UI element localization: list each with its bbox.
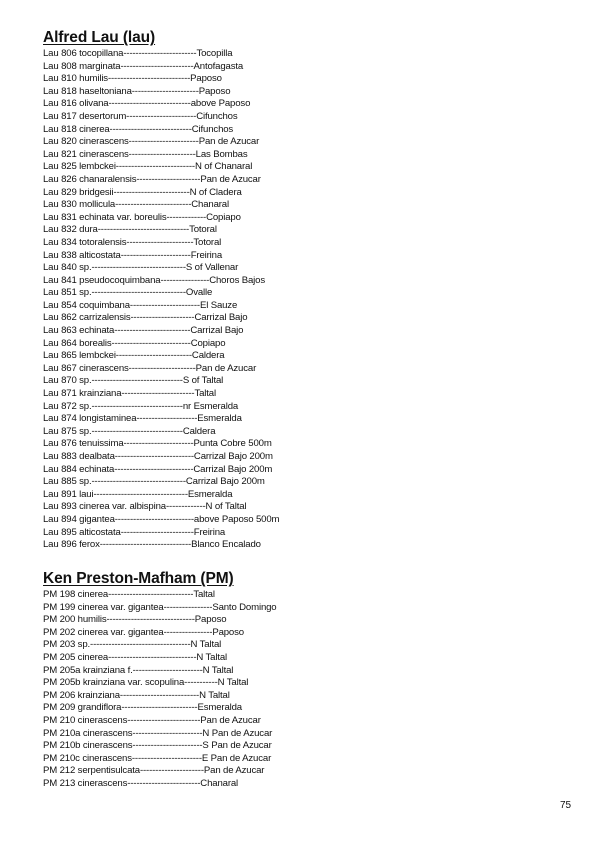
list-item: Lau 816 olivana---------------------------above Paposo xyxy=(43,98,251,110)
page-number: 75 xyxy=(560,800,572,811)
list-item: Lau 871 krainziana------------------------Taltal xyxy=(43,388,216,400)
list-item: Lau 894 gigantea--------------------------above Paposo 500m xyxy=(43,513,280,525)
list-item: PM 206 krainziana--------------------------N Taltal xyxy=(43,689,230,701)
list-item: Lau 821 cinerascens----------------------Las Bombas xyxy=(43,148,248,160)
list-item: Lau 838 alticostata-----------------------Freirina xyxy=(43,249,223,261)
list-item: Lau 895 alticostata------------------------Freirina xyxy=(43,526,226,538)
list-item: PM 203 sp.---------------------------------N Taltal xyxy=(43,639,222,651)
list-item: PM 199 cinerea var. gigantea----------------Santo Domingo xyxy=(43,601,277,613)
list-item: PM 202 cinerea var. gigantea----------------Paposo xyxy=(43,626,244,638)
list-item: Lau 876 tenuissima-----------------------Punta Cobre 500m xyxy=(43,438,272,450)
section-ken-preston-mafham xyxy=(43,571,277,791)
list-item: Lau 891 laui-------------------------------Esmeralda xyxy=(43,488,233,500)
list-item: Lau 885 sp.-------------------------------Carrizal Bajo 200m xyxy=(43,476,265,488)
list-item: PM 210c cinerascens-----------------------E Pan de Azucar xyxy=(43,752,272,764)
list-item: PM 210a cinerascens-----------------------N Pan de Azucar xyxy=(43,727,273,739)
list-item: Lau 893 cinerea var. albispina-------------N of Taltal xyxy=(43,501,247,513)
section-heading: Alfred Lau (lau) xyxy=(43,29,156,46)
list-item: PM 205b krainziana var. scopulina-----------N Taltal xyxy=(43,677,249,689)
list-item: Lau 896 ferox------------------------------Blanco Encalado xyxy=(43,539,261,551)
list-item: Lau 818 cinerea---------------------------Cifunchos xyxy=(43,123,234,135)
list-item: Lau 851 sp.-------------------------------Ovalle xyxy=(43,287,213,299)
list-item: Lau 875 sp.------------------------------Caldera xyxy=(43,425,216,437)
list-item: PM 205 cinerea-----------------------------N Taltal xyxy=(43,651,228,663)
list-item: Lau 818 haseltoniana----------------------Paposo xyxy=(43,85,231,97)
list-item: Lau 826 chanaralensis---------------------Pan de Azucar xyxy=(43,173,261,185)
list-item: Lau 832 dura------------------------------Totoral xyxy=(43,224,217,236)
list-item: PM 200 humilis-----------------------------Paposo xyxy=(43,614,227,626)
list-item: PM 209 grandiflora-------------------------Esmeralda xyxy=(43,702,242,714)
list-item: Lau 810 humilis---------------------------Paposo xyxy=(43,73,222,85)
list-item: Lau 865 lembckei-------------------------Caldera xyxy=(43,350,225,362)
list-item: Lau 874 longistaminea--------------------Esmeralda xyxy=(43,413,242,425)
section-alfred-lau xyxy=(43,30,279,552)
section-heading: Ken Preston-Mafham (PM) xyxy=(43,570,234,587)
list-item: PM 198 cinerea----------------------------Taltal xyxy=(43,589,215,600)
list-item: PM 212 serpentisulcata---------------------Pan de Azucar xyxy=(43,765,265,777)
list-item: Lau 829 bridgesii-------------------------N of Cladera xyxy=(43,186,242,198)
list-item: Lau 808 marginata------------------------Antofagasta xyxy=(43,60,244,72)
list-item: Lau 854 coquimbana-----------------------El Sauze xyxy=(43,299,238,311)
list-item: Lau 834 totoralensis----------------------Totoral xyxy=(43,236,222,248)
list-item: Lau 863 echinata-------------------------Carrizal Bajo xyxy=(43,325,244,337)
list-item: PM 210 cinerascens------------------------Pan de Azucar xyxy=(43,714,261,726)
list-item: Lau 872 sp.------------------------------nr Esmeralda xyxy=(43,400,239,412)
list-item: Lau 825 lembckei--------------------------N of Chanaral xyxy=(43,161,253,173)
list-item: Lau 840 sp.-------------------------------S of Vallenar xyxy=(43,262,239,274)
list-item: Lau 884 echinata--------------------------Carrizal Bajo 200m xyxy=(43,463,273,475)
list-item: Lau 841 pseudocoquimbana----------------Choros Bajos xyxy=(43,274,265,286)
list-item: PM 205a krainziana f.-----------------------N Taltal xyxy=(43,664,234,676)
list-item: Lau 864 borealis--------------------------Copiapo xyxy=(43,337,226,349)
collection-list xyxy=(43,48,279,552)
list-item: PM 213 cinerascens------------------------Chanaral xyxy=(43,777,239,789)
list-item: Lau 883 dealbata--------------------------Carrizal Bajo 200m xyxy=(43,451,273,462)
list-item: Lau 831 echinata var. boreulis-------------Copiapo xyxy=(43,211,241,223)
list-item: Lau 830 mollicula-------------------------Chanaral xyxy=(43,199,229,211)
list-item: Lau 867 cinerascens----------------------Pan de Azucar xyxy=(43,362,257,374)
list-item: PM 210b cinerascens-----------------------S Pan de Azucar xyxy=(43,740,272,752)
list-item: Lau 862 carrizalensis---------------------Carrizal Bajo xyxy=(43,312,248,324)
list-item: Lau 870 sp.------------------------------S of Taltal xyxy=(43,375,224,387)
list-item: Lau 820 cinerascens-----------------------Pan de Azucar xyxy=(43,136,260,148)
list-item: Lau 817 desertorum-----------------------Cifunchos xyxy=(43,110,238,122)
list-item: Lau 806 tocopillana------------------------Tocopilla xyxy=(43,48,233,59)
collection-list xyxy=(43,589,277,791)
